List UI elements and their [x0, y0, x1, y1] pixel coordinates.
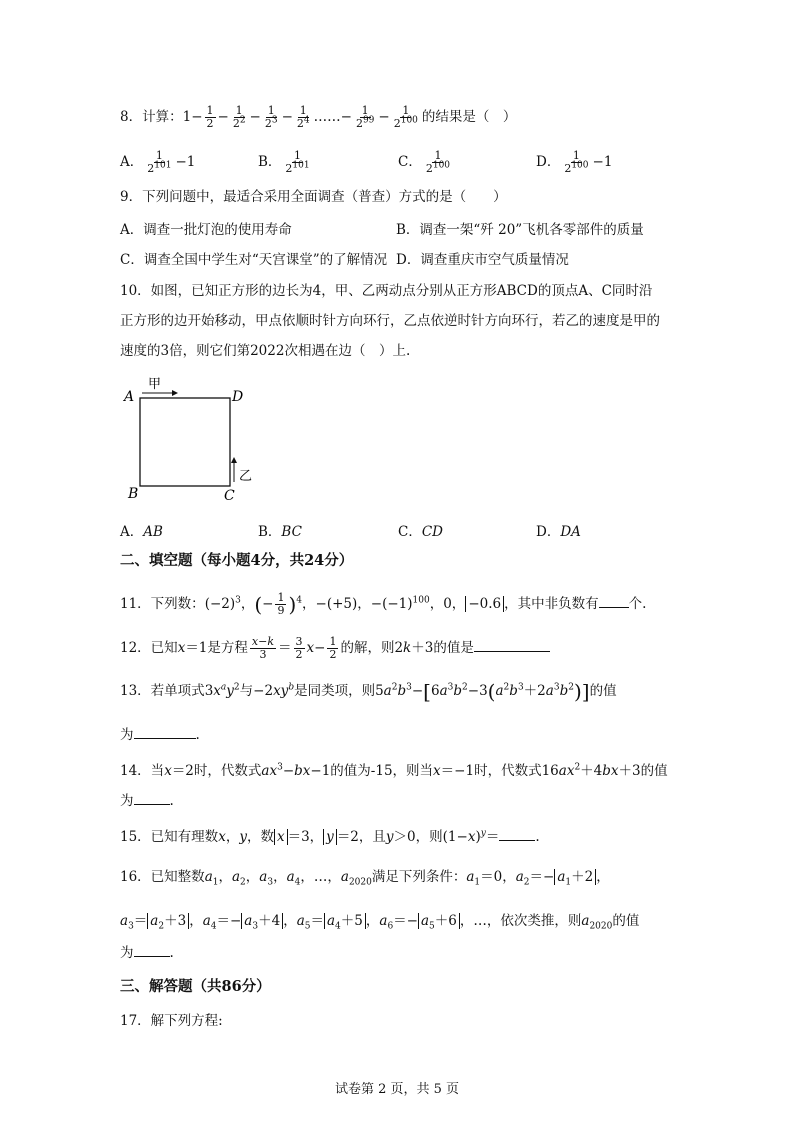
yi-label: 乙	[239, 469, 253, 484]
q16-stem: 16．已知整数$a_1$，$a_2$，$a_3$，$a_4$，…，$a_{2020}$满足下列条件：$a_1=0$，$a_2=- a_1+2$ ，	[120, 869, 610, 888]
section-3-heading: 三、解答题（共86分）	[120, 978, 271, 995]
square-figure	[118, 368, 268, 508]
q16-line-3: 为 .	[120, 945, 174, 961]
q10-line-1: 10．如图，已知正方形的边长为4，甲、乙两动点分别从正方形ABCD的顶点A、C同时沿	[120, 283, 653, 299]
q10-option-d[interactable]: D．DA	[536, 524, 581, 540]
square-abcd	[140, 398, 230, 486]
q15-blank[interactable]	[499, 828, 535, 841]
q13-stem: 13．若单项式$3x^ay^2$与$-2xy^b$是同类项，则$5a^2b^3-[6a^3b^2-3(a^2b^3+2a^3b^2)]$的值	[120, 679, 617, 704]
q12-blank[interactable]	[474, 639, 550, 652]
q9-option-c[interactable]: C．调查全国中学生对“天宫课堂”的了解情况	[120, 252, 388, 268]
q14-blank[interactable]	[134, 792, 170, 805]
q10-line-2: 正方形的边开始移动，甲点依顺时针方向环行，乙点依逆时针方向环行，若乙的速度是甲的	[120, 313, 660, 329]
q15-stem: 15．已知有理数x，y，数 x ＝3， y ＝2，且y＞0，则$(1-x)^y=$ .	[120, 828, 540, 845]
vertex-a-label: A	[124, 389, 135, 405]
q10-line-3: 速度的3倍，则它们第2022次相遇在边（ ）上.	[120, 343, 411, 359]
q11-stem: 11．下列数：$(-2)^3$，(− $\frac{1}{9}$ )$^4$，−(+5)，$-(-1)^{100}$，0， −0.6 ，其中非负数有 个.	[120, 591, 647, 617]
vertex-b-label: B	[128, 486, 139, 502]
q10-option-b[interactable]: B．BC	[258, 524, 302, 540]
q12-stem: 12．已知x＝1是方程 $\frac{x-k}{3}$ ＝ $\frac{3}{2}$ x− $\frac{1}{2}$ 的解，则2k＋3的值是	[120, 636, 550, 661]
q9-option-a[interactable]: A．调查一批灯泡的使用寿命	[120, 222, 292, 238]
q9-option-d[interactable]: D．调查重庆市空气质量情况	[396, 252, 569, 268]
q8-option-c[interactable]: C． $\frac{1}{2^{100}}$	[398, 149, 451, 175]
vertex-d-label: D	[232, 389, 244, 405]
q16-blank[interactable]	[134, 944, 170, 957]
page-footer: 试卷第 2 页，共 5 页	[334, 1082, 460, 1097]
jia-arrow-head	[172, 390, 178, 396]
q13-line-2: 为 .	[120, 727, 200, 743]
q14-stem: 14．当x＝2时，代数式$ax^3-bx-1$的值为-15，则当x＝−1时，代数式$16ax^2+4bx+3$的值	[120, 762, 668, 779]
q9-stem: 9．下列问题中，最适合采用全面调查（普查）方式的是（ ）	[120, 189, 507, 205]
q8-option-a[interactable]: A． $\frac{1}{2^{101}}$ −1	[120, 149, 196, 175]
jia-label: 甲	[148, 377, 162, 392]
section-2-heading: 二、填空题（每小题4分，共24分）	[120, 552, 354, 569]
q10-option-a[interactable]: A．AB	[120, 524, 163, 540]
yi-arrow-head	[231, 457, 237, 463]
q8-option-b[interactable]: B． $\frac{1}{2^{101}}$	[258, 149, 310, 175]
q14-line-2: 为 .	[120, 793, 174, 809]
q10-option-c[interactable]: C．CD	[398, 524, 443, 540]
vertex-c-label: C	[224, 488, 235, 504]
q8-stem: 8．计算：1− $\frac{1}{2}$ − $\frac{1}{2^2}$ − $\frac{1}{2^3}$ − $\frac{1}{2^4}$ ……− $\frac{1}{2^{99}}$ − $\frac{1}{2^{100}}$ 的结果是（ ）	[120, 104, 517, 130]
q9-option-b[interactable]: B．调查一架“歼 20”飞机各零部件的质量	[396, 222, 644, 238]
q13-blank[interactable]	[134, 726, 196, 739]
q8-option-d[interactable]: D． $\frac{1}{2^{100}}$ −1	[536, 149, 613, 175]
q17-stem: 17．解下列方程:	[120, 1013, 223, 1029]
q11-blank[interactable]	[599, 595, 629, 608]
q16-line-2: $a_3= a_2+3$ ，$a_4=- a_3+4$ ，$a_5= a_4+5$ ，$a_6=- a_5+6$ ，…，依次类推，则$a_{2020}$的值	[120, 913, 640, 932]
